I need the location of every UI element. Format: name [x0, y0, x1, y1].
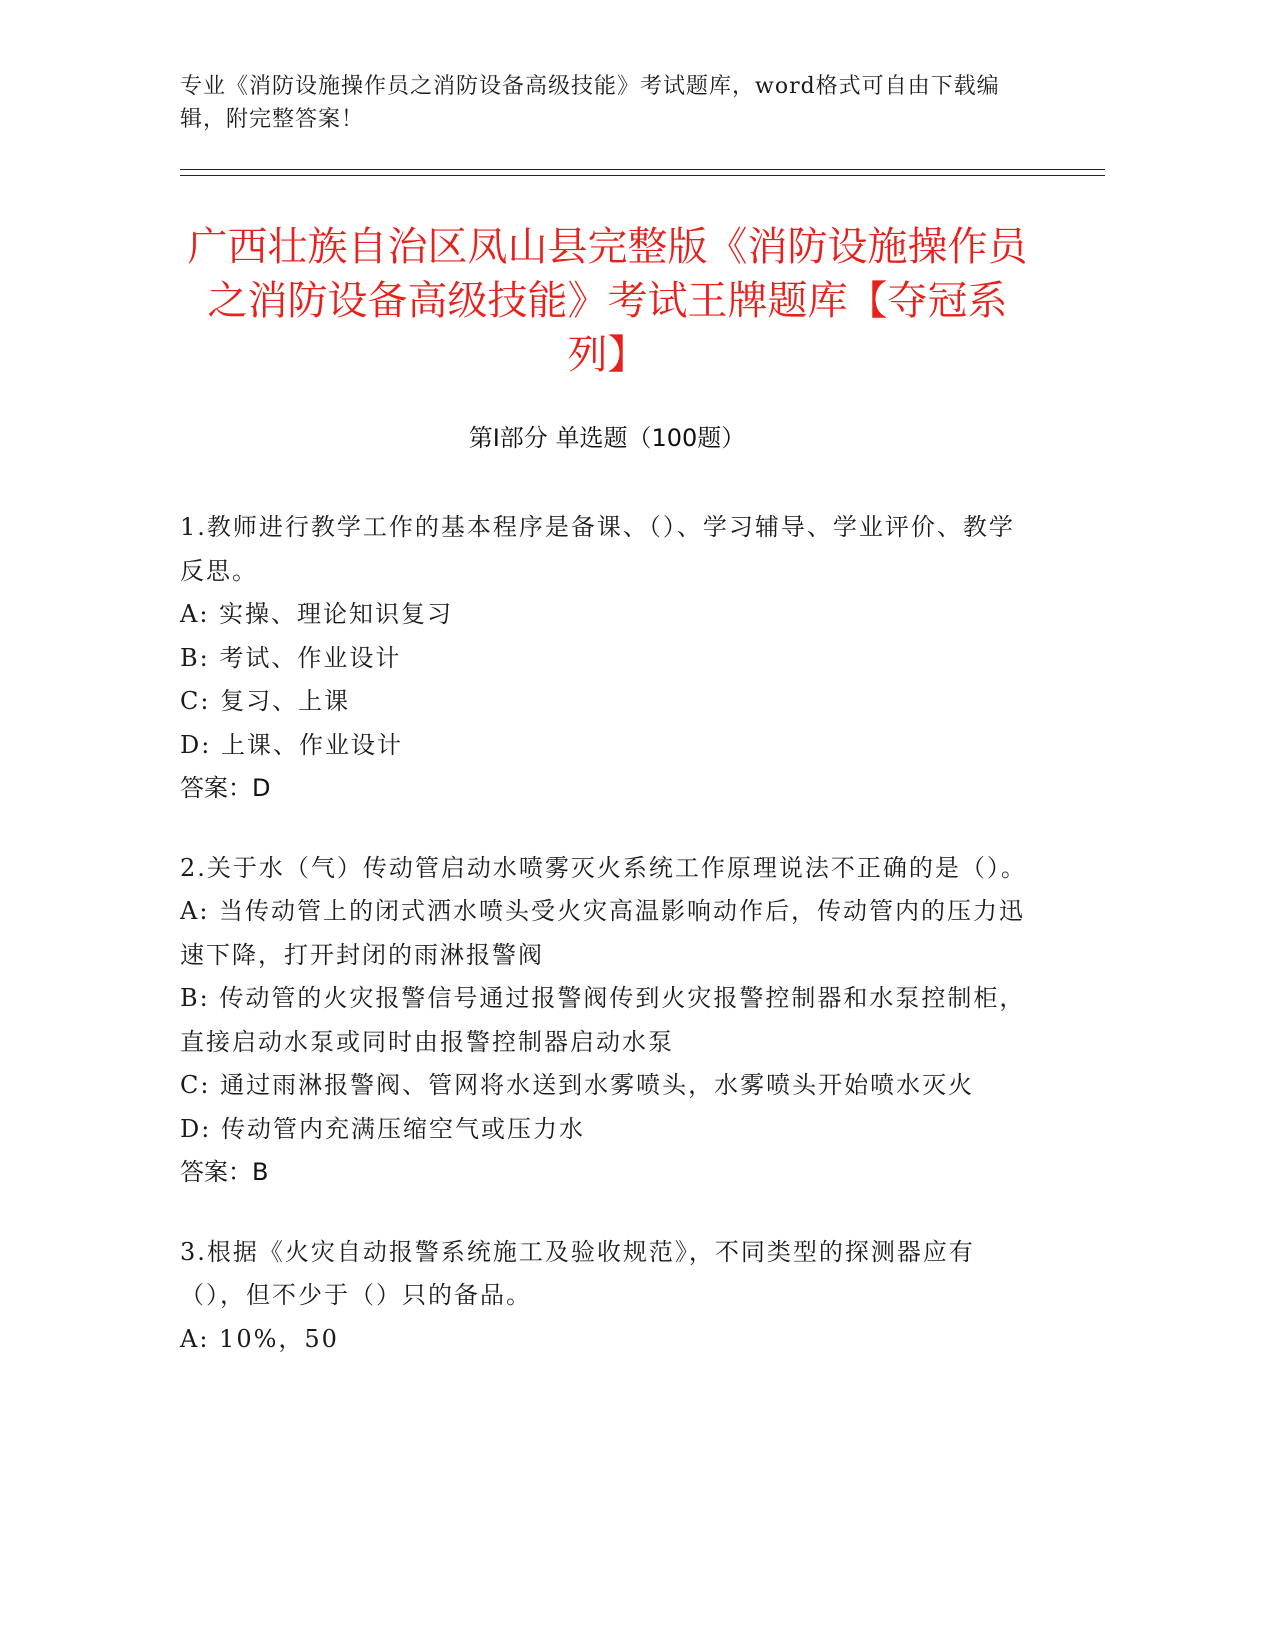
- option-c: C: 复习、上课: [180, 687, 351, 715]
- header-divider-top: [180, 169, 1105, 170]
- option-a: A: 当传动管上的闭式洒水喷头受火灾高温影响动作后，传动管内的压力迅速下降，打开封闭的雨淋报警阀: [180, 897, 1026, 969]
- option-a: A: 实操、理论知识复习: [180, 600, 454, 628]
- question-1: [180, 506, 1030, 811]
- document-title: 广西壮族自治区凤山县完整版《消防设施操作员之消防设备高级技能》考试王牌题库【夺冠系列】: [187, 224, 1028, 378]
- option-a: A: 10%，50: [180, 1324, 339, 1353]
- question-3: [180, 1231, 1030, 1362]
- question-stem: 1.教师进行教学工作的基本程序是备课、（）、学习辅导、学业评价、教学反思。: [180, 513, 1015, 585]
- section-title: 第Ⅰ部分 单选题（100题）: [468, 424, 746, 452]
- question-list: [180, 506, 1030, 1397]
- header-note: 专业《消防设施操作员之消防设备高级技能》考试题库，word格式可自由下载编辑，附完整答案！: [180, 74, 1000, 132]
- question-2: [180, 847, 1030, 1195]
- question-stem: 3.根据《火灾自动报警系统施工及验收规范》，不同类型的探测器应有（），但不少于（）只的备品。: [180, 1237, 975, 1309]
- option-d: D: 上课、作业设计: [180, 730, 403, 759]
- option-b: B: 传动管的火灾报警信号通过报警阀传到火灾报警控制器和水泵控制柜，直接启动水泵或同时由报警控制器启动水泵: [180, 984, 1026, 1056]
- answer-line: 答案：B: [180, 1158, 269, 1186]
- answer-line: 答案：D: [180, 774, 271, 802]
- header-divider-bottom: [180, 175, 1105, 176]
- option-d: D: 传动管内充满压缩空气或压力水: [180, 1114, 585, 1143]
- question-stem: 2.关于水（气）传动管启动水喷雾灭火系统工作原理说法不正确的是（）。: [180, 853, 1027, 882]
- option-b: B: 考试、作业设计: [180, 643, 402, 672]
- option-c: C: 通过雨淋报警阀、管网将水送到水雾喷头，水雾喷头开始喷水灭火: [180, 1071, 975, 1099]
